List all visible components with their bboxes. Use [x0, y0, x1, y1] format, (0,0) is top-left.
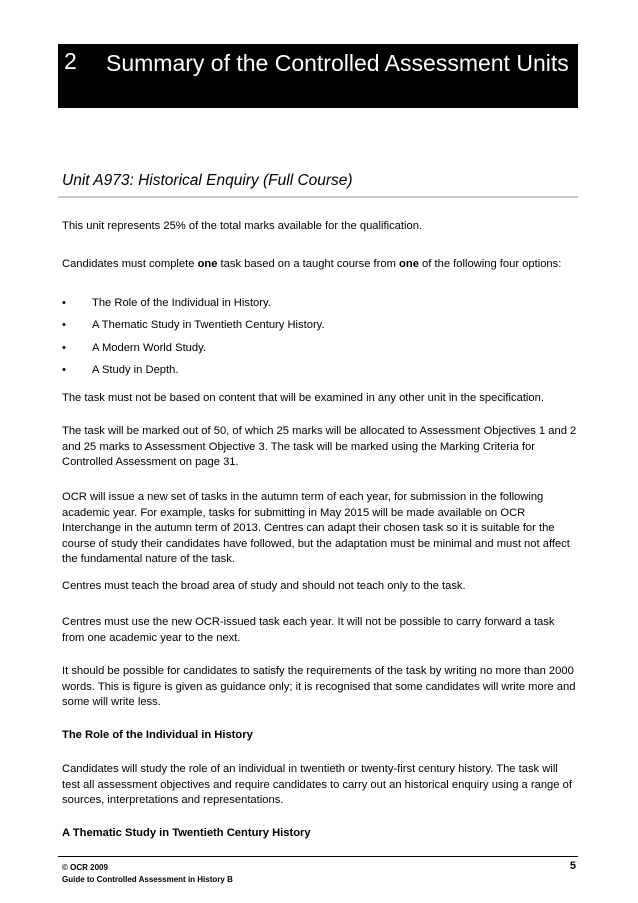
section-banner	[58, 44, 578, 108]
paragraph-teaching: Centres must teach the broad area of study and should not teach only to the task.	[62, 580, 466, 592]
role-heading: The Role of the Individual in History	[62, 729, 253, 741]
page-number: 5	[569, 860, 576, 872]
section-number: 2	[64, 48, 77, 74]
options-list	[62, 296, 578, 385]
footer-copyright: © OCR 2009	[62, 863, 108, 872]
list-item: • A Thematic Study in Twentieth Century History.	[62, 318, 578, 340]
heading-rule	[58, 196, 578, 198]
footer-info	[62, 862, 233, 886]
bullet-icon: •	[62, 341, 66, 354]
list-item: • A Study in Depth.	[62, 363, 578, 385]
role-paragraph: Candidates will study the role of an individual in twentieth or twenty-first century history. The task will test all assessment objectives and require candidates to carry out an historical enquiry using a range of sources, interpretations and representations.	[62, 763, 572, 806]
paragraph-content-restriction: The task must not be based on content that will be examined in any other unit in the specification.	[62, 392, 544, 404]
bullet-icon: •	[62, 297, 66, 309]
bullet-icon: •	[62, 319, 66, 332]
list-item: • The Role of the Individual in History.	[62, 296, 578, 318]
footer-rule	[58, 856, 578, 857]
bullet-icon: •	[62, 363, 66, 376]
footer-doc-title: Guide to Controlled Assessment in History B	[62, 875, 233, 884]
paragraph-word-limit: It should be possible for candidates to satisfy the requirements of the task by writing no more than 2000 words. This is figure is given as guidance only; it is recognised that some candidates will write more and some will write less.	[62, 665, 576, 708]
intro-paragraph: This unit represents 25% of the total marks available for the qualification.	[62, 220, 423, 232]
paragraph-task-issue: OCR will issue a new set of tasks in the autumn term of each year, for submission in the following academic year. For example, tasks for submitting in May 2015 will be made available on OCR Interchange in the autumn term of 2013. Centres can adapt their chosen task so it is suitable for the course of study their candidates have followed, but the adaptation must be minimal and must not affect the fundamental nature of the task.	[62, 491, 570, 565]
paragraph-marking: The task will be marked out of 50, of which 25 marks will be allocated to Assessment Objectives 1 and 2 and 25 marks to Assessment Objective 3. The task will be marked using the Marking Criteria for Controlled Assessment on page 31.	[62, 425, 577, 468]
list-item: • A Modern World Study.	[62, 341, 578, 363]
unit-heading: Unit A973: Historical Enquiry (Full Course)	[62, 172, 353, 189]
paragraph-task-use: Centres must use the new OCR-issued task each year. It will not be possible to carry forward a task from one academic year to the next.	[62, 616, 555, 644]
options-paragraph: Candidates must complete one task based on a taught course from one of the following four options:	[62, 258, 562, 270]
thematic-heading: A Thematic Study in Twentieth Century History	[62, 827, 311, 839]
section-title: Summary of the Controlled Assessment Units	[106, 50, 569, 76]
